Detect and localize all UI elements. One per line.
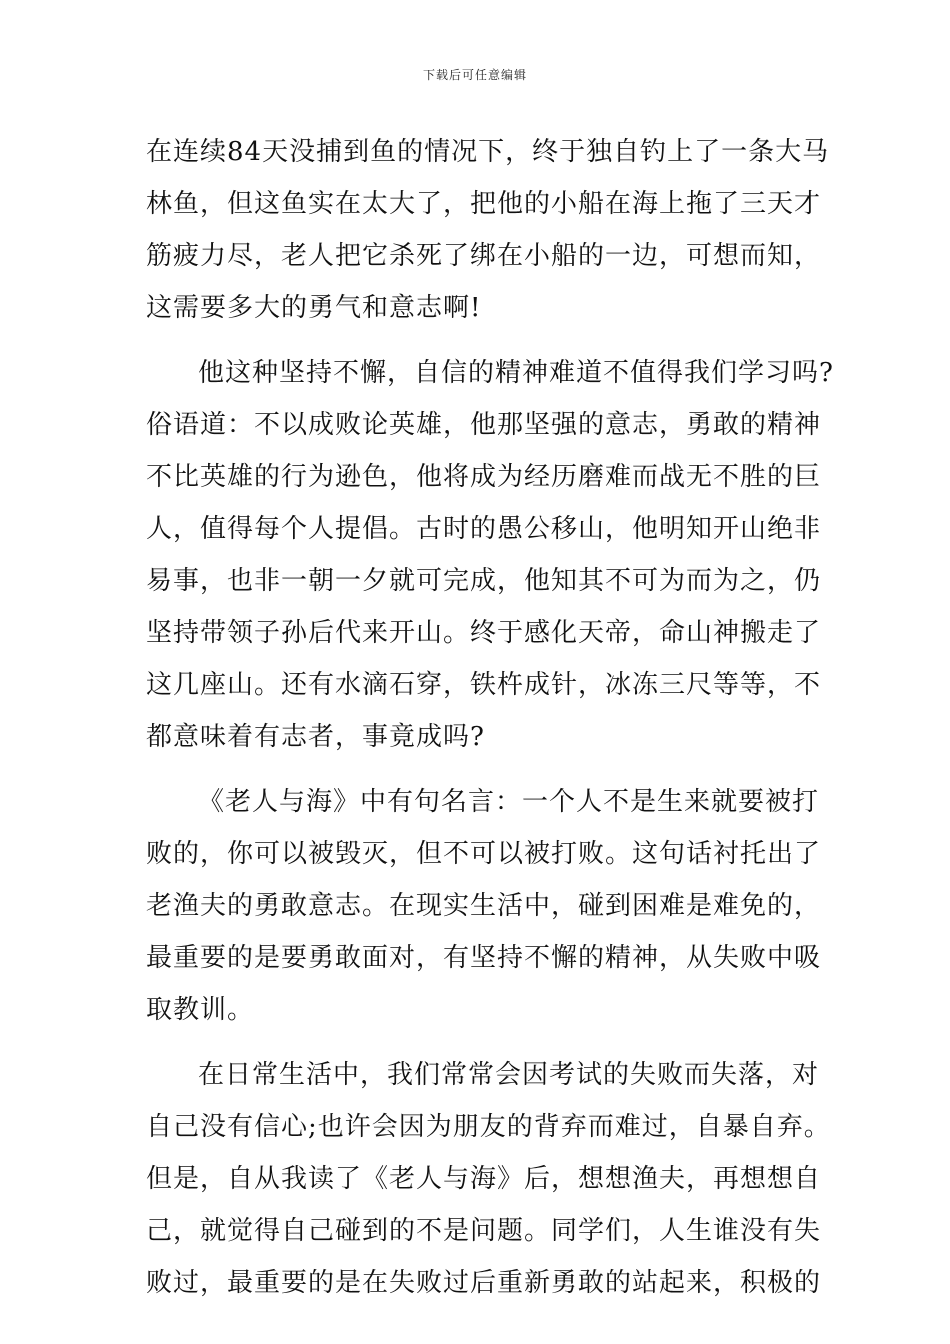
paragraph-4: [146, 1049, 831, 1309]
document-body: [146, 126, 834, 1309]
text-line: 但是，自从我读了《老人与海》后，想想渔夫，再想想自: [146, 1164, 822, 1194]
text-line: 《老人与海》中有句名言：一个人不是生来就要被打: [198, 787, 820, 817]
text-line: 他这种坚持不懈，自信的精神难道不值得我们学习吗?: [198, 358, 834, 388]
text-line: 老渔夫的勇敢意志。在现实生活中，碰到困难是难免的，: [146, 891, 822, 921]
paragraph-1: [146, 126, 830, 334]
text-line: 易事，也非一朝一夕就可完成，他知其不可为而为之，仍: [146, 566, 822, 596]
paragraph-2: [146, 347, 834, 763]
text-line: 取教训。: [146, 995, 255, 1025]
paragraph-3: [146, 776, 822, 1036]
text-line: 这需要多大的勇气和意志啊!: [146, 293, 482, 323]
text-line: 不比英雄的行为逊色，他将成为经历磨难而战无不胜的巨: [146, 462, 822, 492]
text-line: 败的，你可以被毁灭，但不可以被打败。这句话衬托出了: [146, 839, 822, 869]
paragraph-gap: [146, 763, 810, 776]
text-line: 败过，最重要的是在失败过后重新勇敢的站起来，积极的: [146, 1268, 822, 1298]
text-line: 坚持带领子孙后代来开山。终于感化天帝，命山神搬走了: [146, 618, 822, 648]
text-line: 己，就觉得自己碰到的不是问题。同学们，人生谁没有失: [146, 1216, 822, 1246]
paragraph-gap: [146, 1036, 810, 1049]
text-line: 在连续84天没捕到鱼的情况下，终于独自钓上了一条大马: [146, 137, 830, 167]
text-line: 最重要的是要勇敢面对，有坚持不懈的精神，从失败中吸: [146, 943, 822, 973]
text-line: 俗语道：不以成败论英雄，他那坚强的意志，勇敢的精神: [146, 410, 822, 440]
text-line: 自己没有信心;也许会因为朋友的背弃而难过，自暴自弃。: [146, 1112, 831, 1142]
text-line: 人，值得每个人提倡。古时的愚公移山，他明知开山绝非: [146, 514, 822, 544]
text-line: 林鱼，但这鱼实在太大了，把他的小船在海上拖了三天才: [146, 189, 822, 219]
paragraph-gap: [146, 334, 810, 347]
text-line: 都意味着有志者，事竟成吗?: [146, 722, 485, 752]
page-header: 下载后可任意编辑: [422, 68, 527, 82]
text-line: 筋疲力尽，老人把它杀死了绑在小船的一边，可想而知，: [146, 241, 822, 271]
text-line: 这几座山。还有水滴石穿，铁杵成针，冰冻三尺等等，不: [146, 670, 822, 700]
text-line: 在日常生活中，我们常常会因考试的失败而失落，对: [198, 1060, 820, 1090]
